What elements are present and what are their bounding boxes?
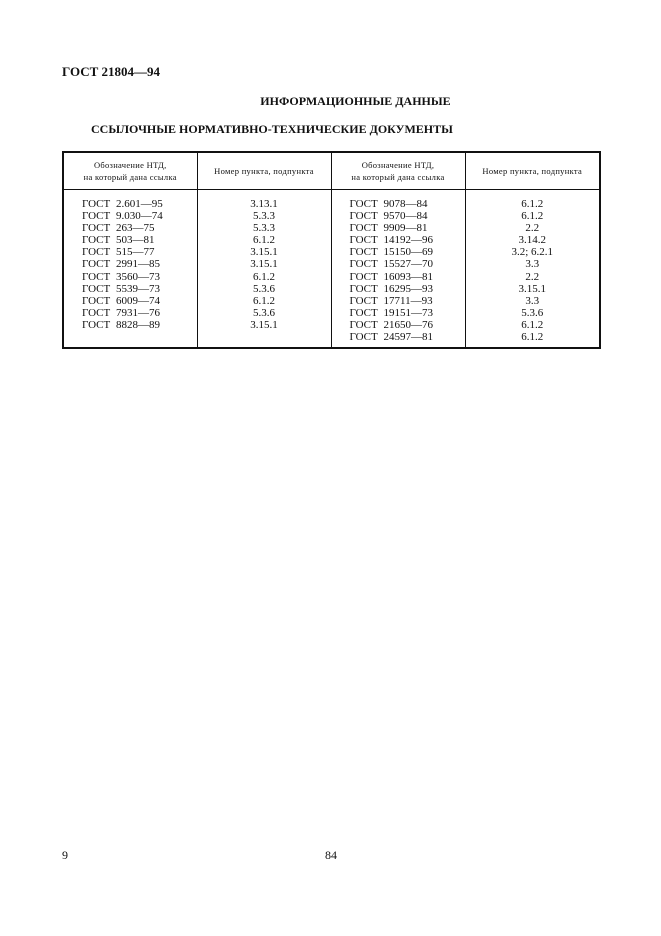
gost-prefix: ГОСТ [82,282,111,295]
gost-number: 9078—84 [383,198,428,210]
gost-number: 17711—93 [383,294,433,307]
header-ntd-line1: Обозначение НТД, [361,160,435,170]
gost-prefix: ГОСТ [82,246,111,259]
item-number: 6.1.2 [521,198,544,210]
gost-prefix: ГОСТ [349,210,378,223]
gost-reference [332,222,465,234]
gost-reference [332,234,465,246]
item-number: 3.3 [525,294,540,307]
gost-prefix: ГОСТ [82,306,111,319]
info-title: ИНФОРМАЦИОННЫЕ ДАННЫЕ [260,94,451,108]
header-ntd-line1: Обозначение НТД, [93,160,167,170]
gost-number: 21650—76 [383,318,433,331]
page-number-left: 9 [62,848,68,862]
gost-number: 515—77 [116,246,155,259]
gost-prefix: ГОСТ [349,234,378,247]
right-ntd-column [331,190,465,349]
item-number: 5.3.6 [253,282,275,295]
gost-number: 9570—84 [383,210,428,223]
right-item-column [465,190,600,349]
gost-number: 9909—81 [383,222,428,235]
gost-number: 15527—70 [383,258,433,271]
gost-reference [64,319,197,331]
references-table [62,151,601,349]
left-ntd-column [63,190,197,349]
header-ntd-left [63,152,197,190]
gost-reference [332,258,465,270]
page-number-center: 84 [325,848,337,862]
gost-prefix: ГОСТ [349,331,378,344]
item-number: 3.2; 6.2.1 [511,246,554,259]
gost-reference [64,198,197,210]
gost-reference [64,234,197,246]
gost-prefix: ГОСТ [349,306,378,319]
gost-reference [332,295,465,307]
gost-reference [332,271,465,283]
gost-prefix: ГОСТ [349,198,378,210]
item-number: 5.3.3 [253,222,275,235]
item-number: 3.14.2 [518,234,546,247]
item-number: 3.15.1 [250,246,278,259]
gost-reference [64,210,197,222]
gost-reference [332,246,465,258]
gost-number: 7931—76 [116,306,160,319]
gost-prefix: ГОСТ [82,318,111,331]
gost-prefix: ГОСТ [82,210,111,223]
item-number: 6.1.2 [521,318,544,331]
gost-number: 6009—74 [116,294,160,307]
gost-number: 14192—96 [383,234,433,247]
item-number: 6.1.2 [521,210,544,223]
item-number: 3.3 [525,258,540,271]
gost-prefix: ГОСТ [82,234,111,247]
gost-prefix: ГОСТ [82,270,111,283]
item-number: 3.13.1 [250,198,278,210]
table-header-row [63,152,600,190]
gost-reference [64,307,197,319]
gost-reference [64,271,197,283]
item-number: 6.1.2 [253,270,275,283]
header-item-left: Номер пункта, подпункта [197,152,331,190]
left-item-column [197,190,331,349]
item-number: 5.3.6 [253,306,275,319]
gost-prefix: ГОСТ [82,294,111,307]
gost-number: 15150—69 [383,246,433,259]
item-number: 5.3.3 [253,210,275,223]
header-ntd-right [331,152,465,190]
document-code: ГОСТ 21804—94 [62,64,161,79]
gost-prefix: ГОСТ [349,222,378,235]
header-ntd-line2: на который дана ссылка [351,172,445,182]
gost-prefix: ГОСТ [349,282,378,295]
item-number: 3.15.1 [518,282,546,295]
gost-reference [64,258,197,270]
header-ntd-line2: на который дана ссылка [83,172,177,182]
item-number: 2.2 [525,270,540,283]
gost-prefix: ГОСТ [349,270,378,283]
item-number: 3.15.1 [250,258,278,271]
gost-prefix: ГОСТ [82,198,111,210]
gost-prefix: ГОСТ [349,258,378,271]
gost-number: 2.601—95 [116,198,163,210]
gost-prefix: ГОСТ [82,258,111,271]
gost-reference [64,295,197,307]
gost-prefix: ГОСТ [349,246,378,259]
gost-reference [64,222,197,234]
item-number: 6.1.2 [253,294,275,307]
item-number: 2.2 [525,222,540,235]
gost-number: 19151—73 [383,306,433,319]
gost-reference [332,210,465,222]
gost-reference [332,319,465,331]
gost-number: 16093—81 [383,270,433,283]
header-item-right: Номер пункта, подпункта [465,152,600,190]
item-number: 6.1.2 [253,234,275,247]
gost-reference [332,283,465,295]
gost-reference [332,331,465,343]
gost-number: 16295—93 [383,282,433,295]
gost-number: 263—75 [116,222,155,235]
gost-number: 503—81 [116,234,155,247]
gost-number: 24597—81 [383,331,433,344]
table-body-row [63,190,600,349]
gost-reference [64,283,197,295]
gost-prefix: ГОСТ [349,294,378,307]
gost-number: 2991—85 [116,258,160,271]
gost-number: 9.030—74 [116,210,163,223]
gost-prefix: ГОСТ [349,318,378,331]
gost-number: 3560—73 [116,270,160,283]
gost-reference [332,198,465,210]
gost-reference [332,307,465,319]
item-number: 6.1.2 [521,331,544,344]
section-title: ССЫЛОЧНЫЕ НОРМАТИВНО-ТЕХНИЧЕСКИЕ ДОКУМЕНТЫ [91,122,453,136]
item-number: 5.3.6 [521,306,544,319]
gost-reference [64,246,197,258]
item-number: 3.15.1 [250,318,278,331]
gost-number: 8828—89 [116,318,160,331]
gost-number: 5539—73 [116,282,160,295]
gost-prefix: ГОСТ [82,222,111,235]
